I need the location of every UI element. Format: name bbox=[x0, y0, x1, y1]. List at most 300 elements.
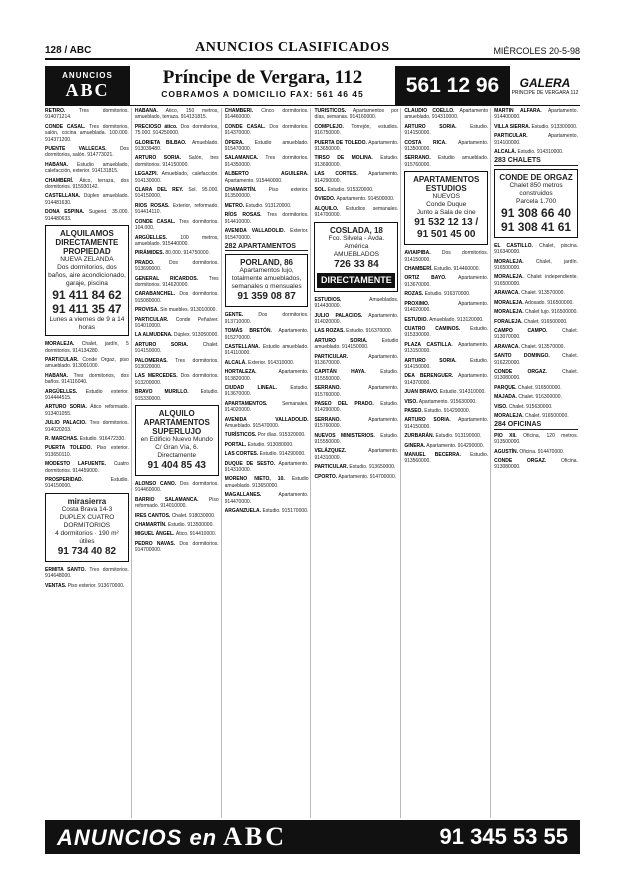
classified-ad bbox=[135, 291, 219, 304]
classified-ad bbox=[404, 417, 488, 430]
classified-ad bbox=[404, 358, 488, 371]
classified-ad bbox=[404, 301, 488, 314]
ad-text: Estudio. 913690000. bbox=[314, 155, 399, 168]
ad-heading: SERRANO. bbox=[314, 385, 341, 392]
classified-columns bbox=[45, 108, 580, 818]
ad-text: Estudio. 914150000. bbox=[45, 477, 129, 490]
ad-text: Dúplex amueblado. 914481630. bbox=[45, 193, 129, 206]
classified-ad bbox=[135, 307, 219, 313]
ad-text: Piso reformado. 914010000. bbox=[134, 496, 219, 510]
ad-heading: ALBERTO AGUILERA. bbox=[224, 171, 309, 178]
ad-text: Estudio. 916472330. bbox=[79, 435, 126, 442]
ad-box bbox=[45, 225, 129, 336]
classified-ad bbox=[404, 275, 488, 288]
classified-ad bbox=[314, 140, 398, 153]
ad-text: Chalet. 913570000. bbox=[521, 343, 565, 350]
galera-sub: PRINCIPE DE VERGARA 112 bbox=[511, 89, 579, 96]
classified-ad bbox=[404, 155, 488, 168]
classified-ad bbox=[45, 146, 129, 159]
ad-heading: MODESTO LAFUENTE. bbox=[45, 461, 107, 468]
classified-ad bbox=[494, 404, 578, 410]
box-line: AMUEBLADOS bbox=[333, 250, 379, 258]
classified-ad bbox=[225, 369, 309, 382]
ad-text: Apartamento. 914500000. bbox=[336, 196, 395, 203]
ad-heading: ARTURO SORIA. bbox=[134, 155, 182, 162]
box-line: Fco. Silvela - Avda. América bbox=[328, 234, 385, 250]
ad-text: Dos dormitorios, salón. 914773021. bbox=[45, 146, 129, 159]
ad-heading: ERMITA SANTO. bbox=[45, 566, 86, 573]
ad-text: Chalet. 913570000. bbox=[521, 290, 565, 297]
ad-text: Apartamento. 915760000. bbox=[314, 385, 399, 398]
column-6 bbox=[494, 108, 580, 818]
ad-text: Apartamento. 915270000. bbox=[224, 328, 309, 341]
classified-ad bbox=[135, 235, 219, 248]
ad-heading: MORALEJA. bbox=[494, 309, 524, 316]
ad-text: Dos dormitorios. 914460000. bbox=[134, 481, 219, 494]
ad-heading: CONDE CASAL. bbox=[224, 123, 266, 130]
ad-text: Tres dormitorios. 914071214. bbox=[45, 108, 129, 121]
galera-logo bbox=[510, 66, 580, 105]
classified-ad bbox=[494, 353, 578, 366]
ad-heading: ORTIZ BAYO. bbox=[404, 275, 447, 282]
classified-ad bbox=[314, 206, 398, 219]
ad-box bbox=[135, 405, 219, 476]
ad-heading: AGUSTÍN. bbox=[494, 448, 519, 455]
classified-ad bbox=[135, 497, 219, 510]
ad-text: Apartamento. 915440000. bbox=[224, 177, 283, 184]
ad-heading: PARTICULAR. bbox=[314, 353, 348, 360]
classified-ad bbox=[135, 260, 219, 273]
classified-ad bbox=[494, 344, 578, 350]
classified-ad bbox=[404, 326, 488, 339]
ad-text: Ático, 150 metros, amueblado, terraza. 914131815. bbox=[134, 108, 219, 121]
box-title: COSLADA, 18 bbox=[329, 225, 383, 235]
ad-heading: IRES CANTOS. bbox=[134, 512, 171, 519]
abc-logo-small: ANUNCIOS bbox=[62, 70, 113, 80]
ad-heading: HABANA. bbox=[45, 161, 69, 168]
ad-box bbox=[225, 254, 309, 307]
classified-ad bbox=[404, 399, 488, 405]
ad-text: Apartamento. 914020000. bbox=[314, 312, 399, 325]
ad-heading: MAGALLANES. bbox=[224, 492, 262, 499]
ad-heading: CHAMARTÍN. bbox=[224, 187, 257, 194]
ad-heading: ROZAS. bbox=[404, 291, 424, 298]
classified-ad bbox=[135, 155, 219, 168]
ad-heading: ARTURO SORIA. bbox=[45, 404, 87, 411]
classified-ad bbox=[225, 432, 309, 438]
column-1 bbox=[45, 108, 132, 818]
ad-text: Semanales. 914020000. bbox=[224, 400, 309, 414]
ad-heading: GLORIETA BILBAO. bbox=[134, 139, 187, 146]
abc-logo bbox=[45, 66, 130, 105]
ad-text: Estudio. 914310000. bbox=[517, 149, 564, 156]
ad-text: Chalet. 916220000. bbox=[494, 353, 578, 366]
ad-heading: PROSPERIDAD. bbox=[45, 477, 84, 483]
classified-ad bbox=[494, 433, 578, 446]
ad-heading: MORALEJA. bbox=[494, 258, 524, 265]
page-number: 128 / ABC bbox=[45, 45, 92, 56]
ad-heading: SERRANO. bbox=[314, 416, 341, 423]
ad-heading: DUQUE DE SESTO. bbox=[224, 460, 276, 467]
ad-heading: GINERA. bbox=[404, 442, 426, 449]
ad-box bbox=[45, 493, 129, 562]
ad-text: Piso exterior. 913500000. bbox=[224, 187, 309, 200]
ad-heading: CAMPO CAMPO. bbox=[494, 327, 548, 334]
classified-ad bbox=[404, 433, 488, 439]
ad-heading: ARGANZUELA. bbox=[224, 508, 262, 515]
ad-text: Chalet. 913070000. bbox=[494, 327, 578, 341]
ad-heading: MANUEL BECERRA. bbox=[404, 452, 461, 458]
ad-heading: ALQUILO. bbox=[314, 205, 339, 212]
box-phone: 91 532 12 13 / 91 501 45 00 bbox=[414, 217, 479, 241]
ad-heading: MORALEJA. bbox=[494, 412, 524, 419]
ad-text: Tres dormitorios. 914648000. bbox=[45, 566, 129, 580]
box-line: Parcela 1.700 bbox=[515, 197, 557, 205]
ad-text: Chalet. 916500000. bbox=[523, 318, 568, 325]
ad-text: Apartamentos por días, semanas. 914160000. bbox=[314, 108, 399, 121]
ad-text: Estudio. 916370000. bbox=[424, 291, 471, 298]
ad-text: Apartamento. 914400000. bbox=[494, 108, 578, 121]
classified-ad bbox=[45, 178, 129, 191]
ad-heading: SALAMANCA. bbox=[224, 155, 259, 162]
column-5 bbox=[404, 108, 491, 818]
ad-heading: PUERTA DE TOLEDO. bbox=[314, 139, 367, 146]
ad-heading: ALCALÁ. bbox=[494, 149, 517, 156]
ad-heading: PRADO. bbox=[134, 259, 155, 266]
ad-text: Tres dormitorios. 914410000. bbox=[224, 212, 309, 225]
ad-text: Exterior. 914310000. bbox=[248, 359, 295, 366]
ad-heading: RETIRO. bbox=[45, 108, 66, 114]
classified-ad bbox=[225, 124, 309, 137]
classified-ad bbox=[225, 442, 309, 448]
section-heading: 283 CHALETS bbox=[494, 158, 578, 165]
ad-heading: CLAUDIO COELLO. bbox=[404, 108, 455, 114]
ad-heading: COSTA RICA. bbox=[404, 139, 447, 146]
ad-text: Chalet. 916500000. bbox=[517, 384, 562, 391]
box-line: Dos dormitorios, dos baños, aire acondicionado, garaje, piscina bbox=[48, 264, 126, 288]
classified-ad bbox=[45, 389, 129, 402]
galera-name: GALERA bbox=[519, 75, 571, 90]
classified-ad bbox=[135, 332, 219, 338]
box-phone: 91 411 35 47 bbox=[52, 302, 122, 317]
classified-ad bbox=[135, 203, 219, 216]
ad-text: Estudio. 915170000. bbox=[262, 508, 309, 515]
ad-text: Chalet. 918030000. bbox=[171, 512, 216, 519]
ad-text: Estudio amueblado, calefacción, exterior. 914131815. bbox=[45, 161, 129, 175]
box-title: APARTAMENTOS ESTUDIOS bbox=[413, 175, 480, 194]
ad-heading: ARTURO SORIA. bbox=[314, 337, 368, 344]
ad-heading: TURÍSTICOS. bbox=[314, 108, 347, 114]
box-line: Apartamentos lujo, totalmente amueblados, semanales o mensuales bbox=[231, 267, 302, 291]
classified-ad bbox=[45, 162, 129, 175]
box-line: DUPLEX CUATRO DORMITORIOS bbox=[59, 513, 115, 529]
classified-ad bbox=[494, 328, 578, 341]
ad-heading: TIRSO DE MOLINA. bbox=[314, 155, 373, 162]
ad-heading: MORALEJA. bbox=[494, 274, 524, 281]
classified-ad bbox=[45, 357, 129, 370]
classified-ad bbox=[225, 417, 309, 430]
ad-heading: PARTICULAR. bbox=[314, 464, 348, 471]
ad-heading: GENTE. bbox=[224, 312, 244, 319]
box-line: NUEVA ZELANDA bbox=[60, 256, 114, 264]
ad-text: Tres dormitorios, salón, cocina amueblada. 100.000. 914371200. bbox=[45, 123, 129, 143]
ad-heading: LAS ROZAS. bbox=[314, 328, 345, 335]
classified-ad bbox=[225, 492, 309, 505]
classified-ad bbox=[494, 243, 578, 256]
classified-ad bbox=[135, 219, 219, 232]
ad-text: Estudio. 913120000. bbox=[245, 202, 292, 209]
classified-ad bbox=[494, 108, 578, 121]
classified-ad bbox=[494, 274, 578, 287]
ad-heading: CARABANCHEL. bbox=[134, 291, 176, 298]
ad-text: Apartamento. 914100000. bbox=[494, 133, 578, 146]
office-info bbox=[130, 66, 395, 105]
ad-box bbox=[494, 169, 578, 238]
column-4 bbox=[314, 108, 401, 818]
box-line: 4 dormitorios · 190 m² útiles bbox=[55, 529, 119, 545]
ad-text: Ático, terraza, dos dormitorios. 915930142. bbox=[45, 177, 129, 191]
abc-office-banner bbox=[45, 66, 580, 106]
ad-text: Dos dormitorios. 914370000. bbox=[224, 123, 309, 137]
ad-text: Chalet independiente. 916500000. bbox=[494, 274, 578, 287]
ad-heading: PROXIMO. bbox=[404, 300, 430, 307]
ad-heading: ARTURO SORIA. bbox=[404, 357, 457, 364]
ad-text: Estudio. 913080000. bbox=[247, 441, 294, 448]
ad-heading: CASTELLANA. bbox=[45, 193, 81, 200]
ad-text: Estudio. 915550000. bbox=[314, 432, 399, 445]
ad-heading: PLAZA CASTILLA. bbox=[404, 341, 453, 348]
ad-text: Tres dormitorios. 913020000. bbox=[134, 357, 219, 370]
ad-text: Tres dormitorios. 914350000. bbox=[224, 155, 309, 168]
classified-ad bbox=[45, 108, 129, 121]
classified-ad bbox=[494, 458, 578, 471]
classified-ad bbox=[314, 401, 398, 414]
ad-heading: HABANA. bbox=[134, 108, 158, 114]
footer-left bbox=[57, 822, 287, 852]
box-title: PORLAND, 86 bbox=[240, 258, 294, 268]
classified-ad bbox=[494, 309, 578, 315]
ad-heading: LAS CORTES. bbox=[224, 451, 259, 458]
classified-ad bbox=[494, 124, 578, 130]
classified-ad bbox=[135, 108, 219, 121]
classified-ad bbox=[45, 124, 129, 143]
ad-text: Estudio amueblado. 915470000. bbox=[224, 139, 309, 153]
ad-heading: BRAVO MURILLO. bbox=[134, 389, 189, 396]
abc-logo-big: ABC bbox=[65, 79, 110, 100]
ad-heading: LAS CORTES. bbox=[314, 171, 358, 178]
classified-ad bbox=[404, 266, 488, 272]
ad-heading: PEDRO NAVAS. bbox=[134, 540, 176, 547]
ad-heading: ARGÜELLES. bbox=[45, 388, 78, 395]
ad-text: Dos dormitorios, 75.000. 914250000. bbox=[134, 123, 219, 137]
ad-heading: CASTELLANA. bbox=[224, 343, 260, 350]
classified-ad bbox=[45, 445, 129, 458]
ad-heading: FORALEJA. bbox=[494, 318, 523, 325]
ad-heading: ESTUDIOS. bbox=[314, 296, 342, 303]
classified-ad bbox=[404, 250, 488, 263]
classified-ad bbox=[404, 408, 488, 414]
column-3 bbox=[225, 108, 312, 818]
ad-text: Tres dormitorios, dos baños. 914116040. bbox=[45, 372, 129, 386]
ad-heading: SERRANO. bbox=[404, 155, 431, 162]
ad-text: Tres dormitorios. 914620000. bbox=[134, 275, 219, 288]
box-title: mirasierra bbox=[67, 496, 107, 506]
ad-text: Estudio amueblado. 914110000. bbox=[224, 343, 309, 357]
box-phone: 91 411 84 62 bbox=[52, 288, 122, 303]
classified-ad bbox=[494, 413, 578, 419]
ad-heading: MORENO NIETO, 10. bbox=[224, 476, 285, 483]
classified-ad bbox=[45, 209, 129, 222]
footer-abc: ABC bbox=[223, 822, 288, 851]
classified-ad bbox=[494, 319, 578, 325]
ad-heading: DONA ESPINA. bbox=[45, 209, 85, 216]
classified-ad bbox=[314, 433, 398, 446]
classified-ad bbox=[135, 187, 219, 200]
ad-heading: CHAMBERÍ. bbox=[45, 177, 74, 184]
ad-box bbox=[314, 222, 398, 292]
classified-ad bbox=[225, 203, 309, 209]
ad-text: Estudios semanales. 914700000. bbox=[314, 205, 399, 219]
classified-ad bbox=[314, 297, 398, 310]
ad-text: Apartamento. 913650000. bbox=[314, 139, 399, 153]
footer-left-text: ANUNCIOS en bbox=[57, 825, 218, 850]
classified-ad bbox=[225, 328, 309, 341]
ad-text: Salón, tres dormitorios. 914150000. bbox=[134, 155, 219, 168]
classified-ad bbox=[314, 313, 398, 326]
classified-ad bbox=[314, 474, 398, 480]
ad-text: Apartamento. 914290000. bbox=[314, 171, 399, 184]
ad-heading: MARTÍN ALFARA. bbox=[494, 108, 542, 114]
classified-ad bbox=[45, 567, 129, 580]
ad-text: Chalet, piscina. 916340000. bbox=[494, 242, 578, 256]
ad-heading: JUAN BRAVO. bbox=[404, 389, 439, 396]
ad-text: Oficina. 913080000. bbox=[494, 458, 578, 471]
box-directly: DIRECTAMENTE bbox=[317, 273, 395, 288]
ad-heading: PORTAL. bbox=[224, 441, 247, 448]
ad-heading: HABANA. bbox=[45, 372, 69, 379]
ad-heading: PALOMERAS. bbox=[134, 357, 168, 364]
ad-heading: CHAMBERÍ. bbox=[224, 108, 253, 114]
classified-ad bbox=[494, 449, 578, 455]
column-2 bbox=[135, 108, 222, 818]
ad-text: Estudio amueblado. 913650000. bbox=[224, 476, 309, 489]
classified-ad bbox=[45, 404, 129, 417]
classified-ad bbox=[404, 342, 488, 355]
ad-text: Estudio. 913560000. bbox=[404, 452, 489, 465]
ad-text: Sugerid. 35.000. 914480633. bbox=[45, 209, 129, 222]
classified-ad bbox=[135, 389, 219, 402]
ad-heading: ÓVIEDO. bbox=[314, 196, 336, 203]
ad-text: Chalet lujo. 916500000. bbox=[524, 309, 578, 316]
ad-heading: AVIAIPIBA. bbox=[404, 250, 431, 257]
ad-heading: LEGAZPI. bbox=[134, 171, 158, 178]
ad-heading: SOL. bbox=[314, 187, 327, 194]
box-line: Junto a Sala de cine bbox=[416, 209, 476, 217]
ad-text: Dos dormitorios. 915080000. bbox=[134, 291, 219, 304]
classified-ad bbox=[135, 373, 219, 386]
ad-heading: CUATRO CAMINOS. bbox=[404, 325, 461, 332]
classified-ad bbox=[404, 291, 488, 297]
classified-ad bbox=[135, 531, 219, 537]
ad-heading: ARAVACA. bbox=[494, 343, 520, 350]
classified-ad bbox=[135, 171, 219, 184]
classified-ad bbox=[135, 522, 219, 528]
ad-heading: PUERTA TOLEDO. bbox=[45, 445, 92, 452]
ad-text: Apartamento. 913500000. bbox=[404, 139, 489, 153]
ad-heading: RÍOS ROSAS. bbox=[224, 212, 262, 219]
classified-ad bbox=[45, 477, 129, 490]
box-phone: 91 359 08 87 bbox=[237, 291, 296, 303]
box-phone: 726 33 84 bbox=[334, 258, 379, 270]
classified-ad bbox=[314, 385, 398, 398]
box-line: C/ Gran Vía, 6. Directamente bbox=[155, 444, 199, 460]
ad-text: Estudio. 914290000. bbox=[424, 407, 471, 414]
ad-heading: COMPLEJO. bbox=[314, 123, 344, 130]
classified-ad bbox=[135, 250, 219, 256]
ad-text: Exterior. 915470000. bbox=[224, 228, 309, 241]
classified-ad bbox=[494, 149, 578, 155]
ad-text: Chalet. 914150000. bbox=[134, 341, 219, 355]
classified-ad bbox=[135, 276, 219, 289]
ad-text: Ático reformado. 913401055. bbox=[45, 404, 129, 417]
box-phone: 91 734 40 82 bbox=[57, 545, 117, 557]
footer-phone: 91 345 53 55 bbox=[439, 824, 568, 849]
ad-text: Chalet, jardín. 916500000. bbox=[494, 258, 578, 272]
ad-heading: LA ALMUDENA. bbox=[134, 332, 173, 339]
ad-heading: MORALEJA. bbox=[45, 341, 75, 348]
classified-ad bbox=[314, 196, 398, 202]
ad-text: Apartamento. 914310000. bbox=[224, 460, 309, 474]
box-phone: 91 404 85 43 bbox=[147, 460, 206, 472]
ad-text: Chalet. 913080000. bbox=[494, 368, 578, 382]
classified-ad bbox=[135, 513, 219, 519]
ad-text: Estudio. 913670000. bbox=[224, 384, 309, 398]
ad-text: Cuatro dormitorios. 914459000. bbox=[45, 461, 129, 474]
ad-text: 100 metros, amueblado. 915440000. bbox=[134, 234, 219, 247]
ad-text: Amueblado, calefacción. 914130000. bbox=[134, 171, 219, 184]
ad-heading: PARQUE. bbox=[494, 384, 517, 391]
classified-ad bbox=[135, 140, 219, 153]
classified-ad bbox=[404, 317, 488, 323]
ad-text: Estudio. 913500000. bbox=[167, 522, 214, 529]
ad-text: Sol. 95.000. 914150000. bbox=[134, 187, 219, 200]
ad-heading: VELÁZQUEZ. bbox=[314, 448, 347, 455]
ad-text: Estudio. 914460000. bbox=[434, 266, 480, 273]
ad-heading: MAJADA. bbox=[494, 394, 517, 401]
ad-text: Dos dormitorios. 914150000. bbox=[404, 250, 489, 263]
ad-text: Dos dormitorios. 913690000. bbox=[134, 259, 219, 273]
ad-text: Estudio. 914290000. bbox=[314, 400, 399, 414]
ad-text: Apartamento. 914020000. bbox=[404, 300, 489, 314]
ad-text: Tres dormitorios. 914020203. bbox=[45, 420, 129, 433]
ad-text: Adosado. 916500000. bbox=[524, 299, 574, 306]
box-line: en Edificio Nuevo Mundo bbox=[140, 436, 213, 444]
classified-ad bbox=[494, 385, 578, 391]
ad-text: Torrejón, estudios. 916750000. bbox=[314, 123, 399, 137]
ad-heading: METRO. bbox=[224, 202, 245, 209]
ad-text: Chalet. 915630000. bbox=[508, 403, 553, 410]
classified-ad bbox=[404, 443, 488, 449]
classified-ad bbox=[225, 451, 309, 457]
ad-heading: PUENTE VALLECAS. bbox=[45, 146, 107, 153]
ad-box bbox=[404, 171, 488, 245]
classified-ad bbox=[45, 193, 129, 206]
classified-ad bbox=[135, 481, 219, 494]
ad-heading: PASEO DEL PRADO. bbox=[314, 400, 374, 407]
ad-text: Conde Orgaz, piso amueblado. 913001000. bbox=[45, 356, 129, 370]
ad-heading: PASEO. bbox=[404, 407, 423, 414]
classified-ad bbox=[225, 312, 309, 325]
